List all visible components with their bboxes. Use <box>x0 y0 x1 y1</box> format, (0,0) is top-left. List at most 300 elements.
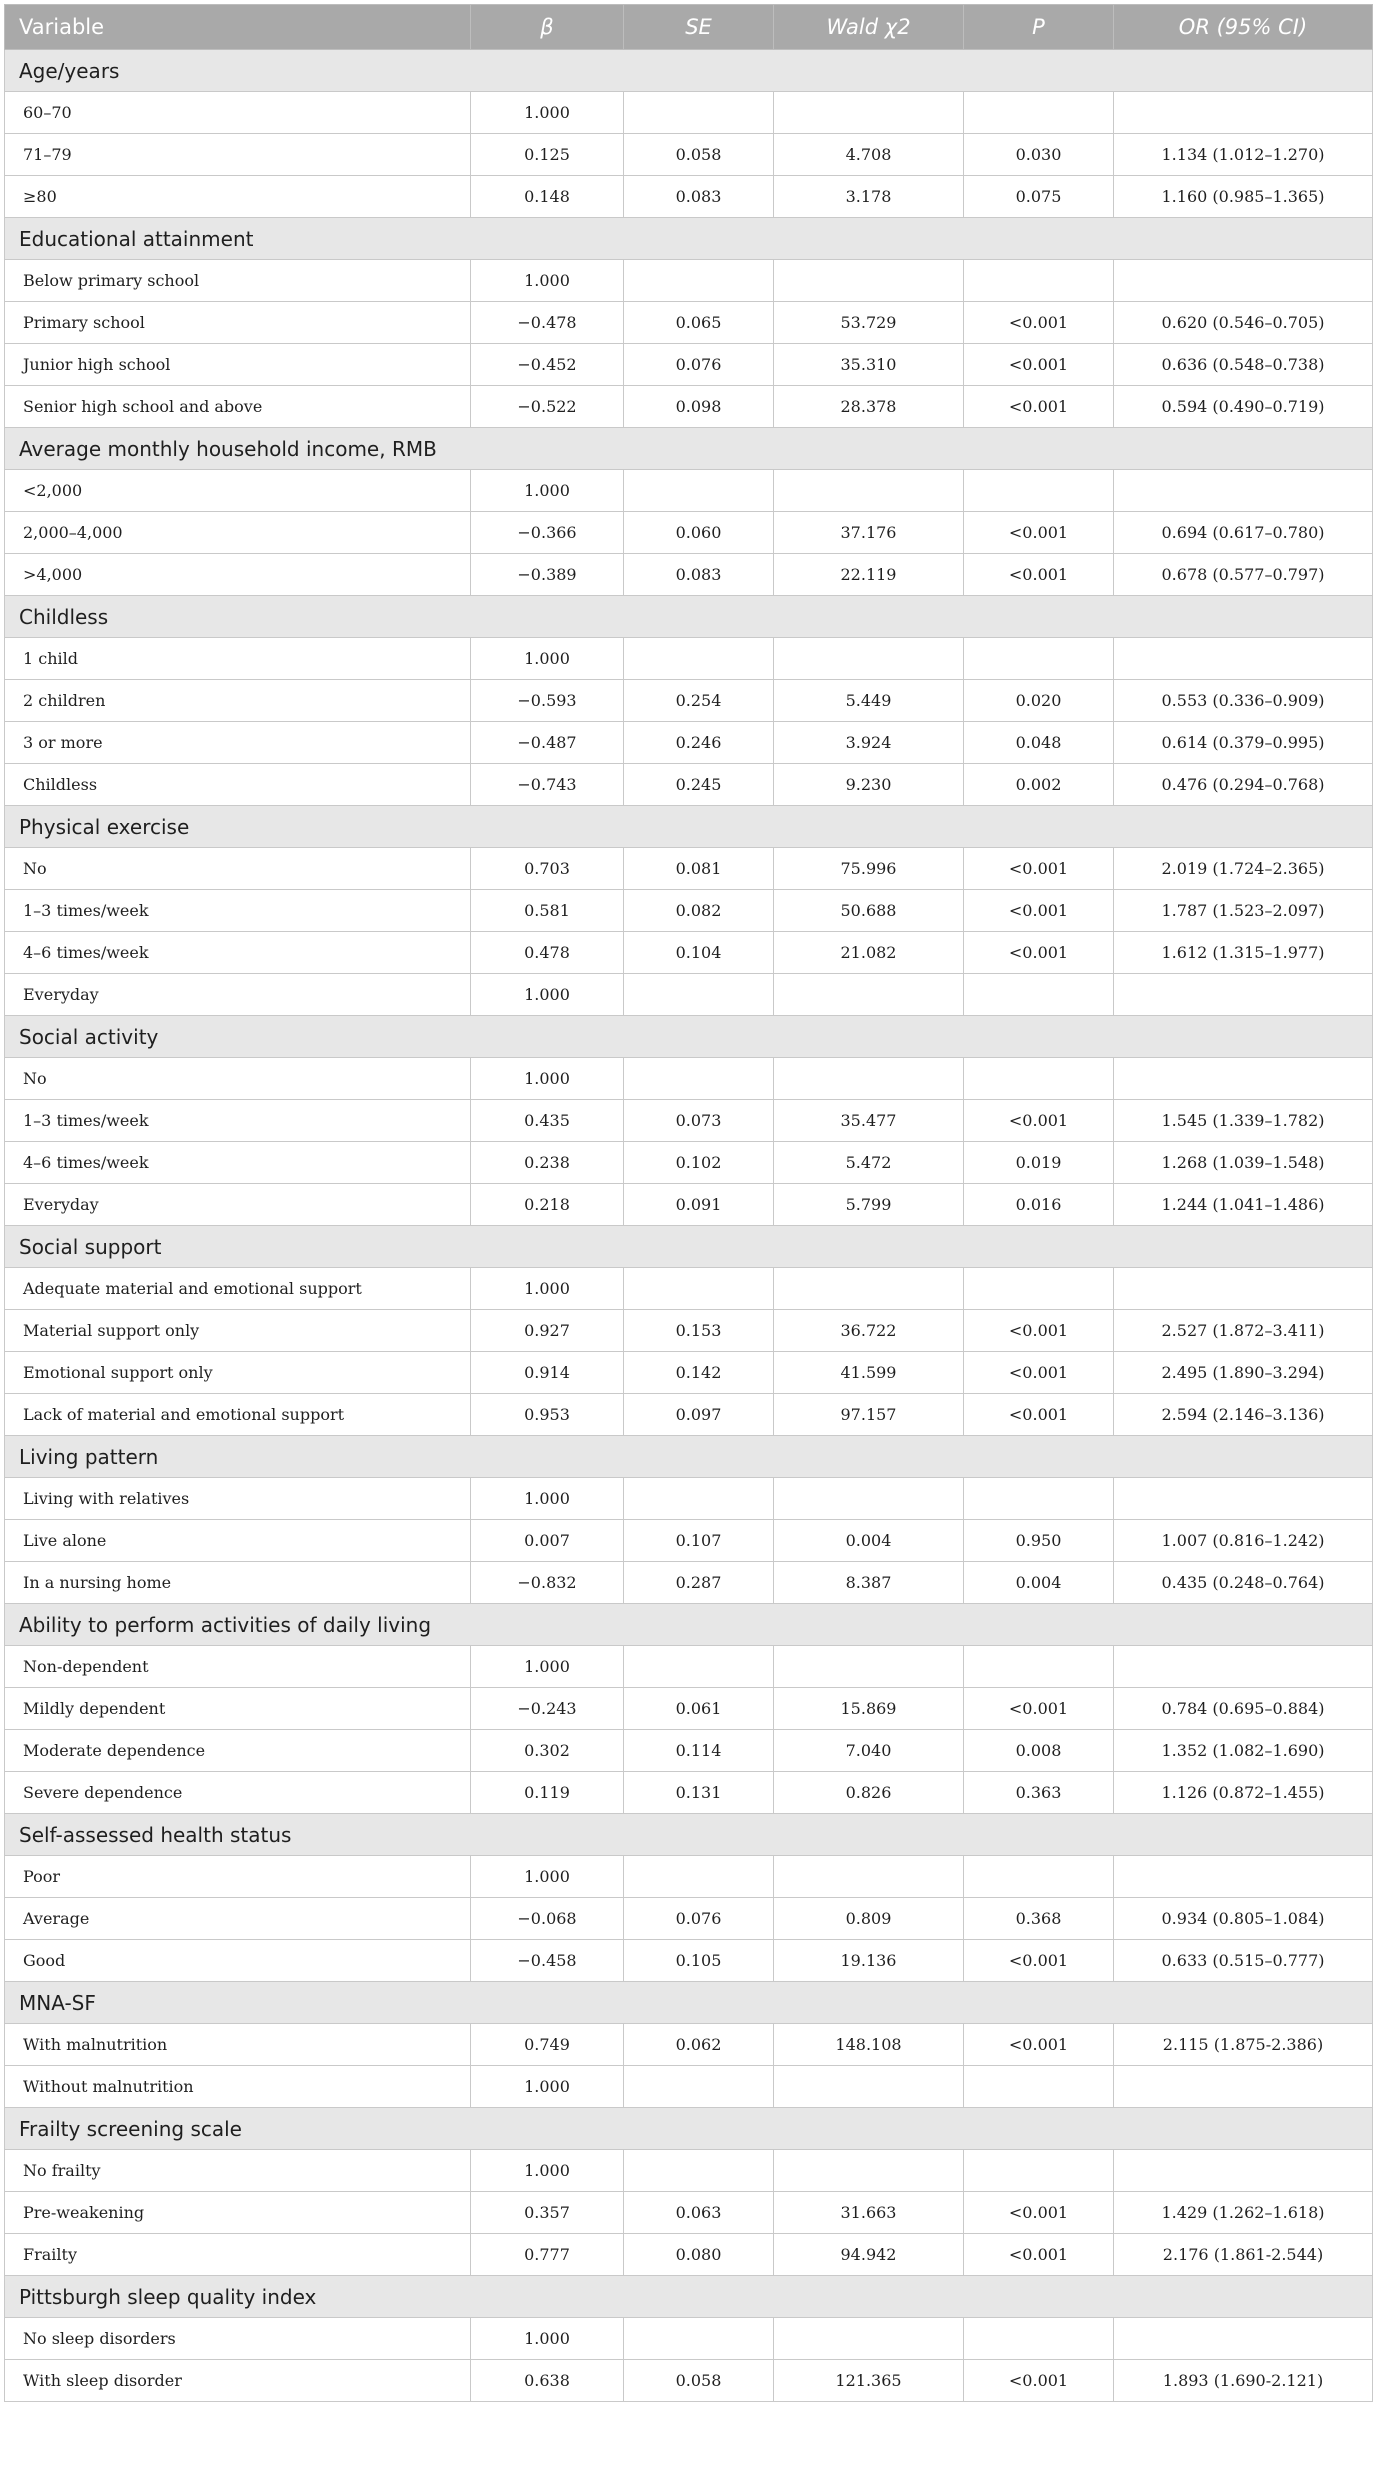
variable-cell: 4–6 times/week <box>5 932 471 974</box>
beta-cell: 1.000 <box>471 1268 624 1310</box>
section-header-row <box>5 1016 1373 1058</box>
table-row <box>5 1100 1373 1142</box>
beta-cell: 0.125 <box>471 134 624 176</box>
table-row <box>5 1520 1373 1562</box>
or-cell: 2.176 (1.861-2.544) <box>1114 2234 1373 2276</box>
header-se: SE <box>624 5 774 50</box>
variable-cell: Poor <box>5 1856 471 1898</box>
se-cell: 0.102 <box>624 1142 774 1184</box>
table-row <box>5 1856 1373 1898</box>
se-cell: 0.098 <box>624 386 774 428</box>
beta-cell: −0.478 <box>471 302 624 344</box>
variable-cell: <2,000 <box>5 470 471 512</box>
se-cell <box>624 92 774 134</box>
se-cell: 0.081 <box>624 848 774 890</box>
section-title: Living pattern <box>5 1436 1373 1478</box>
se-cell <box>624 1478 774 1520</box>
section-header-row <box>5 428 1373 470</box>
p-cell: 0.020 <box>964 680 1114 722</box>
beta-cell: 0.238 <box>471 1142 624 1184</box>
section-title: Physical exercise <box>5 806 1373 848</box>
table-row <box>5 2234 1373 2276</box>
or-cell: 0.633 (0.515–0.777) <box>1114 1940 1373 1982</box>
se-cell <box>624 2318 774 2360</box>
se-cell: 0.091 <box>624 1184 774 1226</box>
beta-cell: 1.000 <box>471 2150 624 2192</box>
beta-cell: 0.435 <box>471 1100 624 1142</box>
section-title: Pittsburgh sleep quality index <box>5 2276 1373 2318</box>
se-cell: 0.104 <box>624 932 774 974</box>
se-cell: 0.060 <box>624 512 774 554</box>
variable-cell: No frailty <box>5 2150 471 2192</box>
table-row <box>5 260 1373 302</box>
p-cell <box>964 1268 1114 1310</box>
or-cell <box>1114 974 1373 1016</box>
or-cell: 2.594 (2.146–3.136) <box>1114 1394 1373 1436</box>
p-cell: 0.002 <box>964 764 1114 806</box>
beta-cell: 1.000 <box>471 92 624 134</box>
variable-cell: Live alone <box>5 1520 471 1562</box>
beta-cell: −0.743 <box>471 764 624 806</box>
or-cell: 1.126 (0.872–1.455) <box>1114 1772 1373 1814</box>
se-cell <box>624 2066 774 2108</box>
p-cell <box>964 2318 1114 2360</box>
variable-cell: Childless <box>5 764 471 806</box>
p-cell <box>964 470 1114 512</box>
p-cell <box>964 2066 1114 2108</box>
wald-cell: 0.826 <box>774 1772 964 1814</box>
or-cell: 0.553 (0.336–0.909) <box>1114 680 1373 722</box>
se-cell: 0.080 <box>624 2234 774 2276</box>
beta-cell: 0.953 <box>471 1394 624 1436</box>
p-cell: 0.016 <box>964 1184 1114 1226</box>
variable-cell: No sleep disorders <box>5 2318 471 2360</box>
table-row <box>5 722 1373 764</box>
wald-cell: 21.082 <box>774 932 964 974</box>
p-cell <box>964 260 1114 302</box>
or-cell: 2.019 (1.724–2.365) <box>1114 848 1373 890</box>
table-row <box>5 1772 1373 1814</box>
or-cell: 1.244 (1.041–1.486) <box>1114 1184 1373 1226</box>
table-row <box>5 1058 1373 1100</box>
wald-cell <box>774 1856 964 1898</box>
wald-cell: 5.799 <box>774 1184 964 1226</box>
section-title: Educational attainment <box>5 218 1373 260</box>
wald-cell: 8.387 <box>774 1562 964 1604</box>
p-cell: 0.030 <box>964 134 1114 176</box>
table-body <box>5 50 1373 2402</box>
p-cell: <0.001 <box>964 2024 1114 2066</box>
wald-cell <box>774 1646 964 1688</box>
or-cell: 1.545 (1.339–1.782) <box>1114 1100 1373 1142</box>
beta-cell: 0.007 <box>471 1520 624 1562</box>
table-row <box>5 2066 1373 2108</box>
p-cell: <0.001 <box>964 1394 1114 1436</box>
wald-cell <box>774 2318 964 2360</box>
variable-cell: Material support only <box>5 1310 471 1352</box>
or-cell: 1.612 (1.315–1.977) <box>1114 932 1373 974</box>
p-cell: 0.019 <box>964 1142 1114 1184</box>
beta-cell: 0.119 <box>471 1772 624 1814</box>
wald-cell: 22.119 <box>774 554 964 596</box>
or-cell: 1.893 (1.690-2.121) <box>1114 2360 1373 2402</box>
section-title: MNA-SF <box>5 1982 1373 2024</box>
beta-cell: 0.302 <box>471 1730 624 1772</box>
se-cell <box>624 260 774 302</box>
beta-cell: 0.914 <box>471 1352 624 1394</box>
or-cell: 1.352 (1.082–1.690) <box>1114 1730 1373 1772</box>
p-cell <box>964 974 1114 1016</box>
variable-cell: Emotional support only <box>5 1352 471 1394</box>
wald-cell: 37.176 <box>774 512 964 554</box>
or-cell: 0.678 (0.577–0.797) <box>1114 554 1373 596</box>
table-row <box>5 764 1373 806</box>
se-cell: 0.058 <box>624 2360 774 2402</box>
or-cell <box>1114 1478 1373 1520</box>
se-cell <box>624 1856 774 1898</box>
se-cell: 0.082 <box>624 890 774 932</box>
table-row <box>5 2192 1373 2234</box>
table-row <box>5 1940 1373 1982</box>
table-row <box>5 932 1373 974</box>
variable-cell: Everyday <box>5 1184 471 1226</box>
wald-cell <box>774 470 964 512</box>
section-header-row <box>5 2276 1373 2318</box>
p-cell: 0.008 <box>964 1730 1114 1772</box>
section-header-row <box>5 2108 1373 2150</box>
wald-cell <box>774 2066 964 2108</box>
variable-cell: Moderate dependence <box>5 1730 471 1772</box>
se-cell: 0.131 <box>624 1772 774 1814</box>
beta-cell: 1.000 <box>471 1478 624 1520</box>
or-cell: 0.636 (0.548–0.738) <box>1114 344 1373 386</box>
table-row <box>5 890 1373 932</box>
section-header-row <box>5 1814 1373 1856</box>
or-cell <box>1114 1856 1373 1898</box>
p-cell: 0.368 <box>964 1898 1114 1940</box>
or-cell: 0.476 (0.294–0.768) <box>1114 764 1373 806</box>
or-cell <box>1114 1646 1373 1688</box>
variable-cell: 3 or more <box>5 722 471 764</box>
or-cell: 1.268 (1.039–1.548) <box>1114 1142 1373 1184</box>
p-cell <box>964 1856 1114 1898</box>
wald-cell: 94.942 <box>774 2234 964 2276</box>
header-variable: Variable <box>5 5 471 50</box>
variable-cell: No <box>5 1058 471 1100</box>
or-cell <box>1114 2066 1373 2108</box>
wald-cell: 35.310 <box>774 344 964 386</box>
variable-cell: >4,000 <box>5 554 471 596</box>
wald-cell: 75.996 <box>774 848 964 890</box>
variable-cell: Mildly dependent <box>5 1688 471 1730</box>
p-cell: <0.001 <box>964 2360 1114 2402</box>
beta-cell: −0.068 <box>471 1898 624 1940</box>
variable-cell: With malnutrition <box>5 2024 471 2066</box>
section-title: Average monthly household income, RMB <box>5 428 1373 470</box>
wald-cell: 0.809 <box>774 1898 964 1940</box>
section-header-row <box>5 596 1373 638</box>
se-cell: 0.287 <box>624 1562 774 1604</box>
p-cell: <0.001 <box>964 386 1114 428</box>
se-cell <box>624 1058 774 1100</box>
header-odds-ratio: OR (95% CI) <box>1114 5 1373 50</box>
variable-cell: Adequate material and emotional support <box>5 1268 471 1310</box>
table-row <box>5 1562 1373 1604</box>
variable-cell: ≥80 <box>5 176 471 218</box>
section-header-row <box>5 1982 1373 2024</box>
beta-cell: −0.832 <box>471 1562 624 1604</box>
section-header-row <box>5 1604 1373 1646</box>
beta-cell: 0.703 <box>471 848 624 890</box>
p-cell: <0.001 <box>964 2234 1114 2276</box>
or-cell: 0.614 (0.379–0.995) <box>1114 722 1373 764</box>
beta-cell: −0.458 <box>471 1940 624 1982</box>
table-row <box>5 2318 1373 2360</box>
p-cell <box>964 92 1114 134</box>
se-cell: 0.114 <box>624 1730 774 1772</box>
wald-cell <box>774 1058 964 1100</box>
table-row <box>5 1184 1373 1226</box>
table-row <box>5 1646 1373 1688</box>
table-row <box>5 176 1373 218</box>
or-cell: 1.134 (1.012–1.270) <box>1114 134 1373 176</box>
section-header-row <box>5 806 1373 848</box>
wald-cell <box>774 1268 964 1310</box>
section-title: Self-assessed health status <box>5 1814 1373 1856</box>
beta-cell: −0.366 <box>471 512 624 554</box>
beta-cell: 1.000 <box>471 1646 624 1688</box>
wald-cell <box>774 2150 964 2192</box>
variable-cell: Lack of material and emotional support <box>5 1394 471 1436</box>
variable-cell: Junior high school <box>5 344 471 386</box>
beta-cell: 0.927 <box>471 1310 624 1352</box>
wald-cell: 35.477 <box>774 1100 964 1142</box>
table-row <box>5 134 1373 176</box>
variable-cell: 2,000–4,000 <box>5 512 471 554</box>
or-cell: 1.787 (1.523–2.097) <box>1114 890 1373 932</box>
p-cell: 0.075 <box>964 176 1114 218</box>
p-cell: <0.001 <box>964 554 1114 596</box>
table-row <box>5 1478 1373 1520</box>
beta-cell: 0.749 <box>471 2024 624 2066</box>
table-row <box>5 1730 1373 1772</box>
p-cell: <0.001 <box>964 1940 1114 1982</box>
beta-cell: 1.000 <box>471 2066 624 2108</box>
or-cell <box>1114 1268 1373 1310</box>
beta-cell: −0.243 <box>471 1688 624 1730</box>
beta-cell: 0.777 <box>471 2234 624 2276</box>
table-row <box>5 1898 1373 1940</box>
section-title: Childless <box>5 596 1373 638</box>
table-header-row <box>5 5 1373 50</box>
table-row <box>5 2360 1373 2402</box>
section-header-row <box>5 50 1373 92</box>
variable-cell: Pre-weakening <box>5 2192 471 2234</box>
or-cell: 2.115 (1.875-2.386) <box>1114 2024 1373 2066</box>
p-cell <box>964 2150 1114 2192</box>
table-row <box>5 512 1373 554</box>
variable-cell: Severe dependence <box>5 1772 471 1814</box>
p-cell: <0.001 <box>964 848 1114 890</box>
header-beta: β <box>471 5 624 50</box>
beta-cell: 0.638 <box>471 2360 624 2402</box>
table-row <box>5 848 1373 890</box>
se-cell: 0.063 <box>624 2192 774 2234</box>
wald-cell <box>774 260 964 302</box>
se-cell <box>624 1646 774 1688</box>
variable-cell: Living with relatives <box>5 1478 471 1520</box>
or-cell: 0.594 (0.490–0.719) <box>1114 386 1373 428</box>
wald-cell <box>774 1478 964 1520</box>
wald-cell: 9.230 <box>774 764 964 806</box>
variable-cell: Non-dependent <box>5 1646 471 1688</box>
p-cell: 0.048 <box>964 722 1114 764</box>
se-cell <box>624 638 774 680</box>
beta-cell: 0.218 <box>471 1184 624 1226</box>
p-cell: 0.004 <box>964 1562 1114 1604</box>
se-cell: 0.083 <box>624 176 774 218</box>
or-cell <box>1114 92 1373 134</box>
or-cell: 1.160 (0.985–1.365) <box>1114 176 1373 218</box>
p-cell <box>964 638 1114 680</box>
wald-cell: 41.599 <box>774 1352 964 1394</box>
se-cell: 0.107 <box>624 1520 774 1562</box>
variable-cell: 1–3 times/week <box>5 890 471 932</box>
table-row <box>5 302 1373 344</box>
table-row <box>5 638 1373 680</box>
table-row <box>5 1394 1373 1436</box>
se-cell: 0.246 <box>624 722 774 764</box>
beta-cell: 1.000 <box>471 260 624 302</box>
p-cell <box>964 1646 1114 1688</box>
wald-cell: 5.472 <box>774 1142 964 1184</box>
header-wald-chi2: Wald χ2 <box>774 5 964 50</box>
wald-cell: 53.729 <box>774 302 964 344</box>
se-cell: 0.065 <box>624 302 774 344</box>
or-cell: 0.620 (0.546–0.705) <box>1114 302 1373 344</box>
variable-cell: 4–6 times/week <box>5 1142 471 1184</box>
p-cell: <0.001 <box>964 1100 1114 1142</box>
wald-cell: 19.136 <box>774 1940 964 1982</box>
or-cell <box>1114 260 1373 302</box>
variable-cell: 1–3 times/week <box>5 1100 471 1142</box>
table-row <box>5 2150 1373 2192</box>
se-cell: 0.097 <box>624 1394 774 1436</box>
table-row <box>5 1142 1373 1184</box>
se-cell: 0.076 <box>624 1898 774 1940</box>
table-row <box>5 92 1373 134</box>
wald-cell: 31.663 <box>774 2192 964 2234</box>
section-title: Social support <box>5 1226 1373 1268</box>
beta-cell: −0.593 <box>471 680 624 722</box>
or-cell <box>1114 470 1373 512</box>
variable-cell: With sleep disorder <box>5 2360 471 2402</box>
wald-cell: 15.869 <box>774 1688 964 1730</box>
wald-cell: 0.004 <box>774 1520 964 1562</box>
beta-cell: 1.000 <box>471 974 624 1016</box>
wald-cell <box>774 92 964 134</box>
p-cell: <0.001 <box>964 1688 1114 1730</box>
or-cell: 1.007 (0.816–1.242) <box>1114 1520 1373 1562</box>
p-cell: <0.001 <box>964 1352 1114 1394</box>
or-cell: 0.694 (0.617–0.780) <box>1114 512 1373 554</box>
wald-cell <box>774 974 964 1016</box>
se-cell: 0.245 <box>624 764 774 806</box>
table-row <box>5 344 1373 386</box>
se-cell: 0.061 <box>624 1688 774 1730</box>
p-cell <box>964 1478 1114 1520</box>
variable-cell: Good <box>5 1940 471 1982</box>
p-cell: <0.001 <box>964 1310 1114 1352</box>
or-cell: 0.784 (0.695–0.884) <box>1114 1688 1373 1730</box>
table-row <box>5 974 1373 1016</box>
wald-cell <box>774 638 964 680</box>
wald-cell: 50.688 <box>774 890 964 932</box>
table-row <box>5 1268 1373 1310</box>
table-row <box>5 470 1373 512</box>
beta-cell: −0.522 <box>471 386 624 428</box>
table-row <box>5 2024 1373 2066</box>
wald-cell: 121.365 <box>774 2360 964 2402</box>
or-cell <box>1114 2318 1373 2360</box>
variable-cell: Senior high school and above <box>5 386 471 428</box>
beta-cell: 1.000 <box>471 2318 624 2360</box>
p-cell: 0.363 <box>964 1772 1114 1814</box>
or-cell: 0.934 (0.805–1.084) <box>1114 1898 1373 1940</box>
beta-cell: 0.478 <box>471 932 624 974</box>
or-cell <box>1114 638 1373 680</box>
se-cell: 0.142 <box>624 1352 774 1394</box>
variable-cell: Everyday <box>5 974 471 1016</box>
wald-cell: 97.157 <box>774 1394 964 1436</box>
beta-cell: 1.000 <box>471 470 624 512</box>
section-header-row <box>5 1226 1373 1268</box>
variable-cell: Average <box>5 1898 471 1940</box>
table-row <box>5 680 1373 722</box>
se-cell <box>624 974 774 1016</box>
p-cell: <0.001 <box>964 890 1114 932</box>
section-title: Frailty screening scale <box>5 2108 1373 2150</box>
se-cell <box>624 1268 774 1310</box>
beta-cell: 0.148 <box>471 176 624 218</box>
beta-cell: −0.487 <box>471 722 624 764</box>
variable-cell: 71–79 <box>5 134 471 176</box>
variable-cell: In a nursing home <box>5 1562 471 1604</box>
or-cell: 0.435 (0.248–0.764) <box>1114 1562 1373 1604</box>
wald-cell: 36.722 <box>774 1310 964 1352</box>
variable-cell: Primary school <box>5 302 471 344</box>
section-title: Age/years <box>5 50 1373 92</box>
wald-cell: 7.040 <box>774 1730 964 1772</box>
se-cell: 0.105 <box>624 1940 774 1982</box>
table-row <box>5 554 1373 596</box>
beta-cell: 0.357 <box>471 2192 624 2234</box>
se-cell <box>624 470 774 512</box>
or-cell <box>1114 1058 1373 1100</box>
se-cell: 0.062 <box>624 2024 774 2066</box>
wald-cell: 4.708 <box>774 134 964 176</box>
se-cell: 0.073 <box>624 1100 774 1142</box>
logistic-regression-table <box>4 4 1373 2402</box>
beta-cell: 1.000 <box>471 638 624 680</box>
table-row <box>5 1352 1373 1394</box>
or-cell <box>1114 2150 1373 2192</box>
or-cell: 2.527 (1.872–3.411) <box>1114 1310 1373 1352</box>
beta-cell: −0.389 <box>471 554 624 596</box>
p-cell: <0.001 <box>964 512 1114 554</box>
se-cell <box>624 2150 774 2192</box>
wald-cell: 28.378 <box>774 386 964 428</box>
